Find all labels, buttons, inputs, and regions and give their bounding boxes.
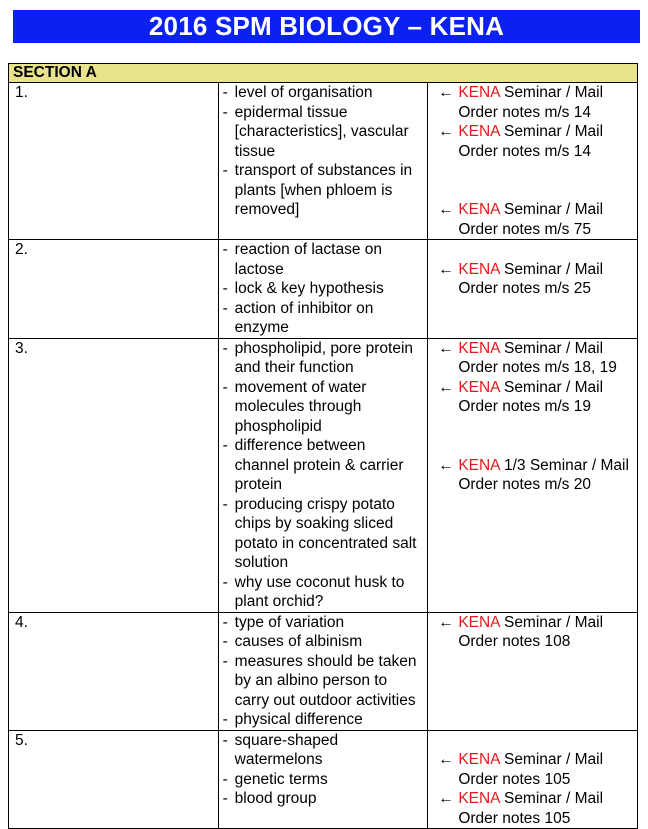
kena-label: KENA	[458, 751, 500, 768]
left-arrow-icon: ←	[438, 260, 454, 278]
page-title: 2016 SPM BIOLOGY – KENA	[13, 10, 640, 43]
table-row	[9, 612, 638, 730]
references-cell	[428, 612, 638, 730]
kena-label: KENA	[458, 260, 500, 278]
section-header-row	[9, 64, 638, 83]
left-arrow-icon: ←	[438, 613, 454, 631]
list-item: - blood group	[222, 790, 317, 807]
list-item: - level of organisation	[222, 84, 373, 101]
left-arrow-icon: ←	[438, 123, 454, 140]
list-item: - producing crispy potato chips by soaking sliced potato in concentrated salt solution	[222, 495, 417, 571]
left-arrow-icon: ←	[438, 456, 454, 474]
list-item: - movement of water molecules through phospholipid	[222, 378, 367, 435]
left-arrow-icon: ←	[438, 201, 454, 218]
kena-label: KENA	[458, 201, 500, 218]
left-arrow-icon: ←	[438, 751, 454, 768]
question-number: 1.	[9, 83, 219, 240]
list-item: - reaction of lactase on lactose	[222, 241, 382, 278]
reference-line: ← KENA Seminar / Mail Order notes 105	[428, 789, 637, 828]
kena-label: KENA	[458, 378, 500, 396]
kena-label: KENA	[458, 790, 500, 807]
question-number: 3.	[9, 338, 219, 612]
question-number: 5.	[9, 730, 219, 829]
list-item: - difference between channel protein & carrier protein	[222, 437, 404, 493]
list-item: - causes of albinism	[222, 633, 363, 650]
list-item: - measures should be taken by an albino person to carry out outdoor activities	[222, 652, 417, 709]
list-item: - physical difference	[222, 711, 363, 728]
left-arrow-icon: ←	[438, 339, 454, 357]
kena-label: KENA	[458, 613, 500, 631]
list-item: - square-shaped watermelons	[222, 731, 339, 768]
reference-line: ← KENA Seminar / Mail Order notes m/s 18, 19	[428, 339, 637, 378]
reference-line: ← KENA Seminar / Mail Order notes 105	[428, 750, 637, 789]
kena-label: KENA	[458, 84, 500, 101]
table-row	[9, 338, 638, 612]
topics-cell	[218, 83, 428, 240]
left-arrow-icon: ←	[438, 84, 454, 101]
section-a-table	[8, 63, 638, 829]
references-cell	[428, 730, 638, 829]
topics-cell	[218, 730, 428, 829]
left-arrow-icon: ←	[438, 378, 454, 396]
reference-line: ← KENA 1/3 Seminar / Mail Order notes m/s 20	[428, 456, 637, 495]
question-number: 2.	[9, 240, 219, 339]
reference-line: ← KENA Seminar / Mail Order notes m/s 19	[428, 378, 637, 417]
question-number: 4.	[9, 612, 219, 730]
reference-line: ← KENA Seminar / Mail Order notes m/s 14	[428, 83, 637, 122]
table-row	[9, 83, 638, 240]
references-cell	[428, 338, 638, 612]
left-arrow-icon: ←	[438, 790, 454, 807]
list-item: - action of inhibitor on enzyme	[222, 299, 374, 336]
list-item: - epidermal tissue [characteristics], vascular tissue	[222, 103, 409, 160]
reference-line: ← KENA Seminar / Mail Order notes m/s 25	[428, 260, 637, 299]
references-cell	[428, 240, 638, 339]
list-item: - lock & key hypothesis	[222, 280, 384, 297]
reference-line: ← KENA Seminar / Mail Order notes 108	[428, 613, 637, 652]
topics-cell	[218, 240, 428, 339]
kena-label: KENA	[458, 456, 500, 474]
list-item: - genetic terms	[222, 770, 328, 788]
list-item: - type of variation	[222, 613, 345, 631]
reference-line: ← KENA Seminar / Mail Order notes m/s 75	[428, 200, 637, 239]
topics-cell	[218, 612, 428, 730]
references-cell	[428, 83, 638, 240]
topics-cell	[218, 338, 428, 612]
section-heading: SECTION A	[9, 64, 638, 83]
kena-label: KENA	[458, 123, 500, 140]
list-item: - phospholipid, pore protein and their function	[222, 339, 414, 376]
list-item: - why use coconut husk to plant orchid?	[222, 573, 405, 610]
list-item: - transport of substances in plants [when phloem is removed]	[222, 162, 413, 218]
reference-line: ← KENA Seminar / Mail Order notes m/s 14	[428, 122, 637, 161]
table-row	[9, 240, 638, 339]
table-row	[9, 730, 638, 829]
kena-label: KENA	[458, 339, 500, 357]
